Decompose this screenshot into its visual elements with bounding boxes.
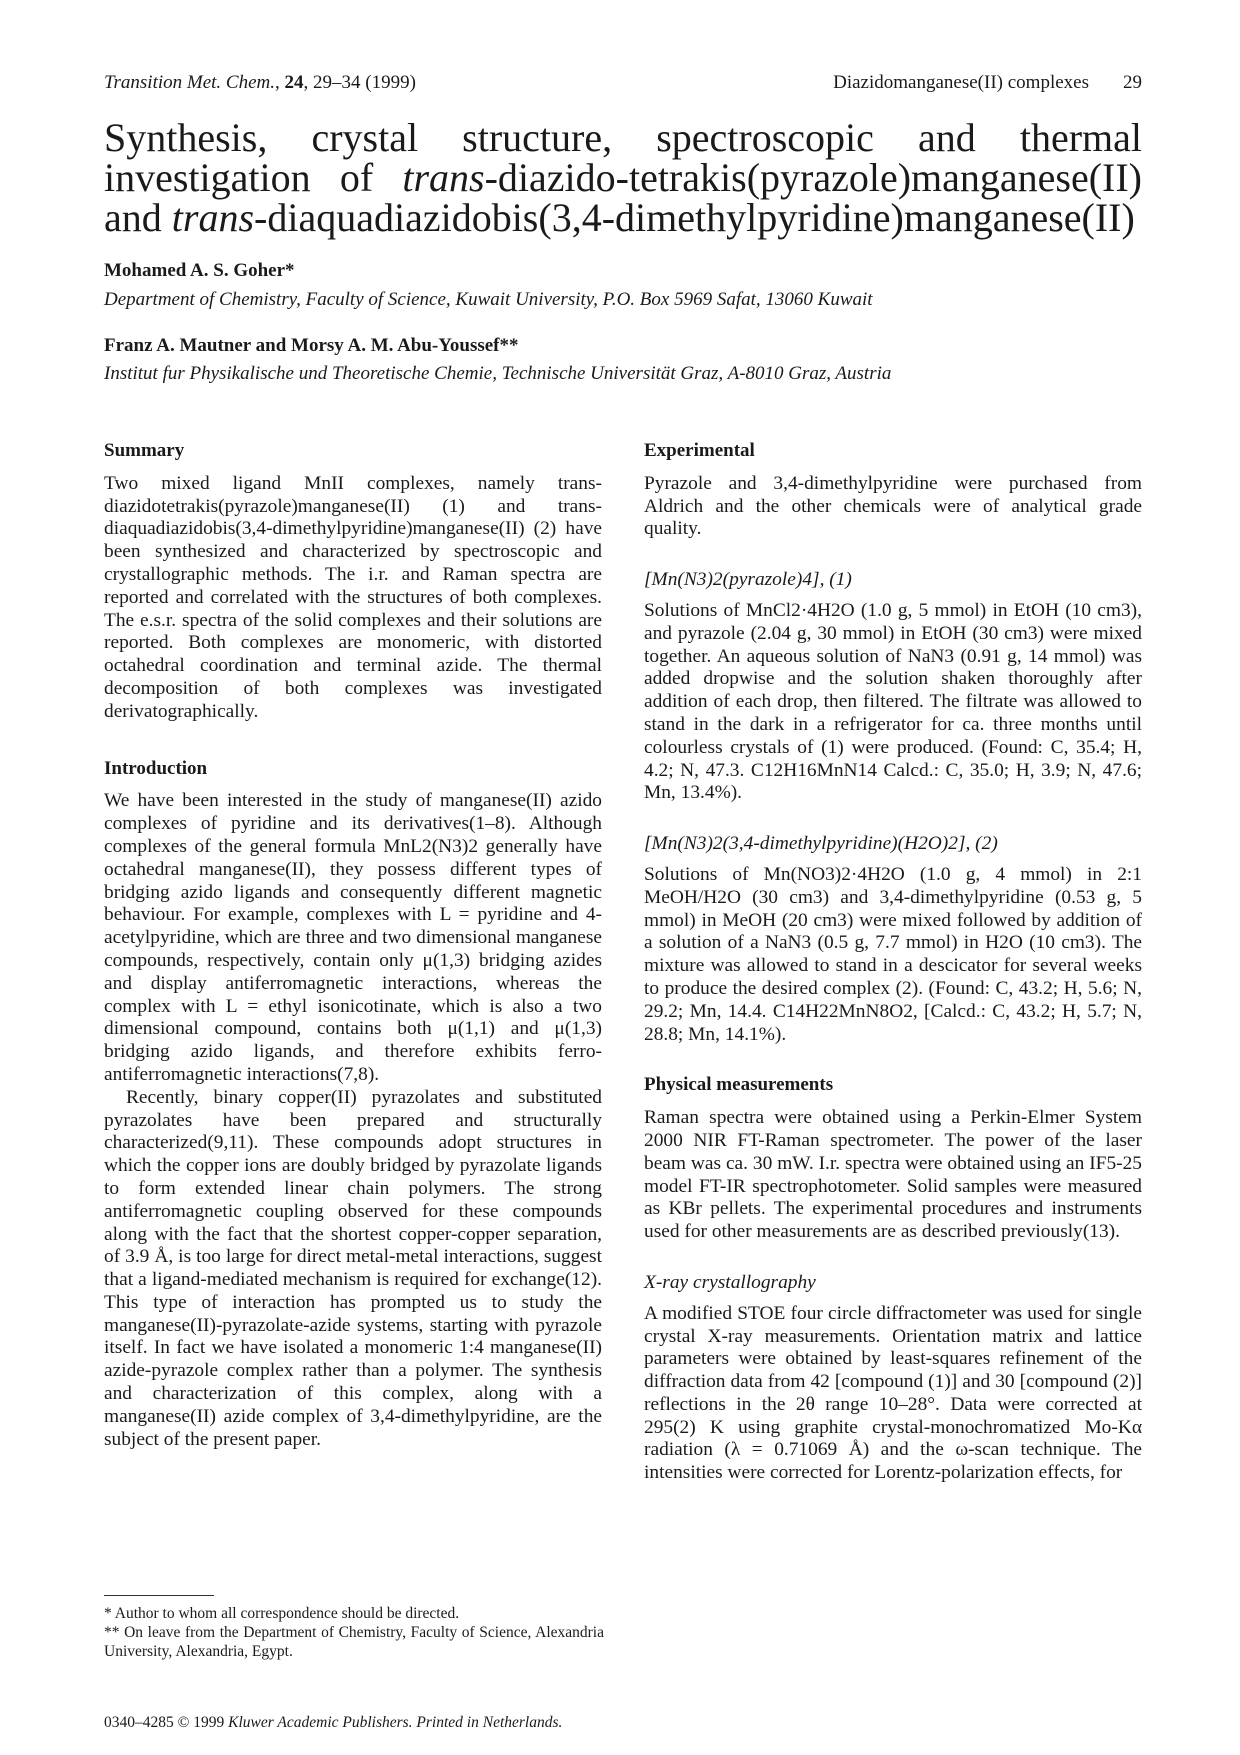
journal-citation: Transition Met. Chem., 24, 29–34 (1999) — [104, 72, 416, 93]
title-line-2-text: investigation of — [104, 155, 403, 200]
author-group-2: Franz A. Mautner and Morsy A. M. Abu-Youssef** — [104, 335, 519, 356]
publisher: Kluwer Academic Publishers. Printed in Netherlands. — [228, 1714, 563, 1731]
journal-volume: 24 — [284, 72, 304, 93]
title-line-2 — [104, 155, 1142, 200]
summary-text: Two mixed ligand MnII complexes, namely trans-diazidotetrakis(pyrazole)manganese(II) (1) and trans-diaquadiazidobis(3,4-dimethylpyridine)manganese(II) (2) have been synthesized and characterized by spectroscopic and crystallographic methods. The i.r. and Raman spectra are reported and correlated with the structures of both complexes. The e.s.r. spectra of the solid complexes and their solutions are reported. Both complexes are monomeric, with distorted octahedral coordination and terminal azide. The thermal decomposition of both complexes was investigated derivatographically. — [104, 472, 602, 722]
introduction-paragraph-1: We have been interested in the study of manganese(II) azido complexes of pyridine and its derivatives(1–8). Although complexes of the general formula MnL2(N3)2 generally have octahedral manganese(II), they possess different types of bridging azido ligands and consequently different magnetic behaviour. For example, complexes with L = pyridine and 4-acetylpyridine, which are three and two dimensional manganese compounds, respectively, contain only μ(1,3) bridging azides and display antiferromagnetic interactions, whereas the complex with L = ethyl isonicotinate, which is also a two dimensional compound, contains both μ(1,1) and μ(1,3) bridging azido ligands, and therefore exhibits ferro-antiferromagnetic interactions(7,8). — [104, 790, 602, 1085]
running-head-right — [799, 72, 1142, 94]
compound-1-text: Solutions of MnCl2·4H2O (1.0 g, 5 mmol) in EtOH (10 cm3), and pyrazole (2.04 g, 30 mmol) in EtOH (30 cm3) were mixed together. An aqueous solution of NaN3 (0.91 g, 14 mmol) was added dropwise and the solution shaken thoroughly after addition of each drop, then filtered. The filtrate was allowed to stand in the dark in a refrigerator for ca. three months until colourless crystals of (1) were produced. (Found: C, 35.4; H, 4.2; N, 47.3. C12H16MnN14 Calcd.: C, 35.0; H, 3.9; N, 47.6; Mn, 13.4%). — [644, 599, 1142, 804]
title-line-2-italic: trans — [402, 155, 485, 200]
experimental-text: Pyrazole and 3,4-dimethylpyridine were purchased from Aldrich and the other chemicals were of analytical grade quality. — [644, 472, 1142, 540]
title-line-3-text: and — [104, 195, 172, 240]
short-title: Diazidomanganese(II) complexes — [833, 72, 1089, 93]
xray-text: A modified STOE four circle diffractometer was used for single crystal X-ray measurements. Orientation matrix and lattice parameters were obtained by least-squares refinement of the diffraction data from 42 [compound (1)] and 30 [compound (2)] reflections in the 2θ range 10–28°. Data were corrected at 295(2) K using graphite crystal-monochromatized Mo-Kα radiation (λ = 0.71069 Å) and the ω-scan technique. The intensities were corrected for Lorentz-polarization effects, for — [644, 1302, 1142, 1484]
compound-2-heading: [Mn(N3)2(3,4-dimethylpyridine)(H2O)2], (2) — [644, 833, 998, 855]
experimental-heading: Experimental — [644, 440, 755, 461]
title-line-3 — [104, 195, 1142, 240]
right-column — [644, 440, 1142, 1485]
introduction-paragraph-2: Recently, binary copper(II) pyrazolates and substituted pyrazolates have been prepared and structurally characterized(9,11). These compounds adopt structures in which the copper ions are doubly bridged by pyrazolate ligands to form extended linear chain polymers. The strong antiferromagnetic coupling observed for these compounds along with the fact that the shortest copper-copper separation, of 3.9 Å, is too large for direct metal-metal interactions, suggest that a ligand-mediated mechanism is required for exchange(12). This type of interaction has prompted us to study the manganese(II)-pyrazolate-azide systems, starting with pyrazole itself. In fact we have isolated a monomeric 1:4 manganese(II) azide-pyrazole complex rather than a polymer. The synthesis and characterization of this complex, along with a manganese(II) azide complex of 3,4-dimethylpyridine, are the subject of the present paper. — [104, 1086, 602, 1450]
title-line-1: Synthesis, crystal structure, spectroscopic and thermal — [104, 115, 1142, 160]
title-line-3-rest: -diaquadiazidobis(3,4-dimethylpyridine)manganese(II) — [254, 195, 1135, 240]
footnote-rule — [104, 1595, 214, 1596]
affiliation-2: Institut fur Physikalische und Theoretische Chemie, Technische Universität Graz, A-8010 Graz, Austria — [104, 363, 892, 384]
journal-name: Transition Met. Chem. — [104, 72, 276, 93]
physical-measurements-text: Raman spectra were obtained using a Perkin-Elmer System 2000 NIR FT-Raman spectrometer. The power of the laser beam was ca. 30 mW. I.r. spectra were obtained using an IF5-25 model FT-IR spectrophotometer. Solid samples were measured as KBr pellets. The experimental procedures and instruments used for other measurements are as described previously(13). — [644, 1107, 1142, 1243]
running-head — [104, 72, 1142, 94]
article-title — [104, 115, 1142, 240]
affiliation-1: Department of Chemistry, Faculty of Science, Kuwait University, P.O. Box 5969 Safat, 13060 Kuwait — [104, 289, 873, 310]
title-line-3-italic: trans — [171, 195, 255, 240]
footnotes — [104, 1604, 604, 1661]
author-group-1: Mohamed A. S. Goher* — [104, 260, 295, 281]
left-column — [104, 440, 602, 1451]
footnote-2: ** On leave from the Department of Chemistry, Faculty of Science, Alexandria University, Alexandria, Egypt. — [104, 1624, 604, 1660]
journal-pages: 29–34 (1999) — [313, 72, 416, 93]
summary-heading: Summary — [104, 440, 185, 461]
issn: 0340–4285 © 1999 — [104, 1714, 229, 1731]
footnote-1: * Author to whom all correspondence should be directed. — [104, 1605, 460, 1622]
physical-measurements-heading: Physical measurements — [644, 1074, 834, 1096]
xray-heading: X-ray crystallography — [644, 1271, 816, 1293]
introduction-heading: Introduction — [104, 757, 208, 779]
compound-1-heading: [Mn(N3)2(pyrazole)4], (1) — [644, 569, 852, 591]
title-line-2-rest: -diazido-tetrakis(pyrazole)manganese(II) — [484, 155, 1142, 200]
compound-2-text: Solutions of Mn(NO3)2·4H2O (1.0 g, 4 mmol) in 2:1 MeOH/H2O (30 cm3) and 3,4-dimethylpyridine (0.53 g, 5 mmol) in MeOH (20 cm3) were mixed followed by addition of a solution of a NaN3 (0.5 g, 7.7 mmol) in H2O (10 cm3). The mixture was allowed to stand in a descicator for several weeks to produce the desired complex (2). (Found: C, 43.2; H, 5.6; N, 29.2; Mn, 14.4. C14H22MnN8O2, [Calcd.: C, 43.2; H, 5.7; N, 28.8; Mn, 14.1%). — [644, 863, 1142, 1045]
page-number: 29 — [1123, 72, 1142, 93]
publisher-footer — [104, 1714, 562, 1732]
